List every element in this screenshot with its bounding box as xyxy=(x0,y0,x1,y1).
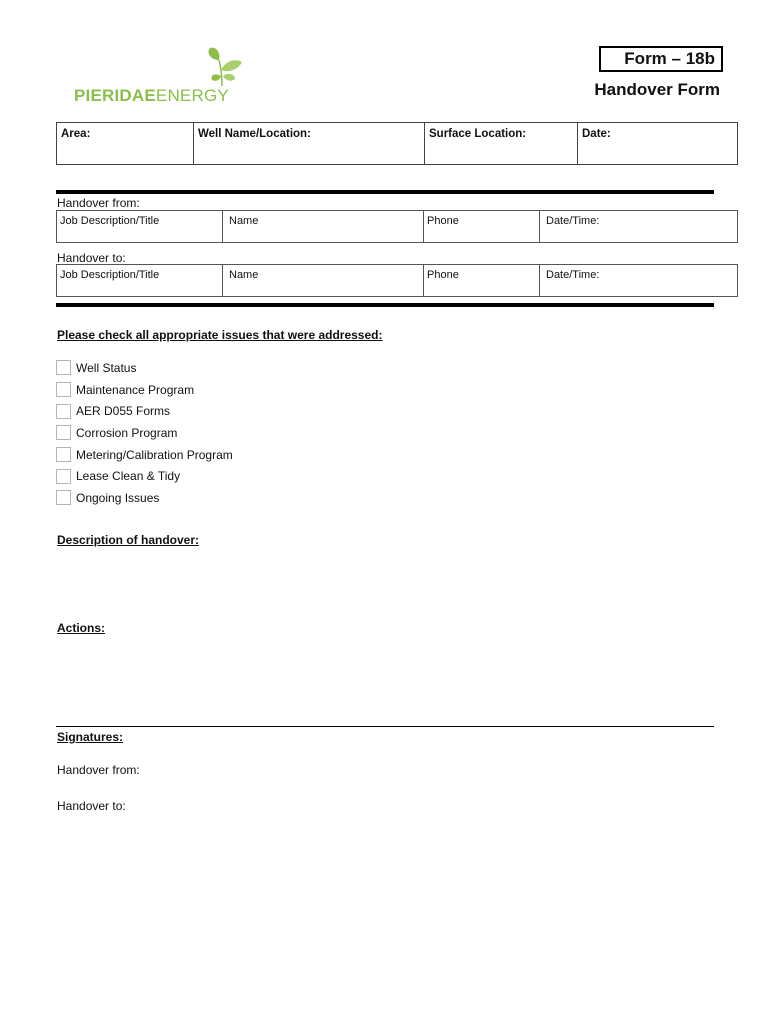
info-table xyxy=(56,122,738,165)
area-field[interactable] xyxy=(57,123,194,164)
issue-item xyxy=(56,400,233,422)
company-logo xyxy=(72,46,252,106)
issue-label: Lease Clean & Tidy xyxy=(76,469,181,484)
signatures-heading: Signatures: xyxy=(57,730,124,744)
handover-from-table xyxy=(56,210,738,243)
from-phone-label: Phone xyxy=(427,215,459,227)
handover-from-label: Handover from: xyxy=(57,196,140,210)
to-phone-field[interactable] xyxy=(424,265,540,296)
handover-to-table xyxy=(56,264,738,297)
issue-label: Metering/Calibration Program xyxy=(76,447,233,462)
to-datetime-field[interactable] xyxy=(540,265,737,296)
divider-bottom xyxy=(56,726,714,727)
date-label: Date: xyxy=(582,128,611,140)
divider-top xyxy=(56,190,714,194)
surface-location-label: Surface Location: xyxy=(429,128,527,140)
issue-label: Well Status xyxy=(76,360,137,375)
from-phone-field[interactable] xyxy=(424,211,540,242)
brand-wordmark xyxy=(74,86,229,106)
checkbox-maintenance-program[interactable] xyxy=(56,382,71,397)
handover-to-label: Handover to: xyxy=(57,251,126,265)
issue-item xyxy=(56,487,233,509)
to-datetime-label: Date/Time: xyxy=(546,269,600,281)
signature-from-label: Handover from: xyxy=(57,763,140,777)
checkbox-lease-clean-tidy[interactable] xyxy=(56,469,71,484)
checkbox-well-status[interactable] xyxy=(56,360,71,375)
well-name-label: Well Name/Location: xyxy=(198,128,311,140)
issue-item xyxy=(56,422,233,444)
issue-item xyxy=(56,379,233,401)
butterfly-leaf-icon xyxy=(202,46,244,88)
issue-item xyxy=(56,357,233,379)
issues-checklist xyxy=(56,357,233,509)
form-title: Handover Form xyxy=(594,80,720,99)
issue-label: AER D055 Forms xyxy=(76,404,171,419)
checkbox-corrosion-program[interactable] xyxy=(56,425,71,440)
issue-label: Corrosion Program xyxy=(76,425,178,440)
from-job-title-label: Job Description/Title xyxy=(60,215,160,227)
actions-input-area[interactable] xyxy=(56,638,714,722)
issue-label: Maintenance Program xyxy=(76,382,195,397)
brand-name-light: ENERGY xyxy=(155,86,229,105)
description-heading: Description of handover: xyxy=(57,533,200,547)
to-job-title-field[interactable] xyxy=(57,265,223,296)
to-job-title-label: Job Description/Title xyxy=(60,269,160,281)
form-number-badge: Form – 18b xyxy=(599,46,723,72)
issue-label: Ongoing Issues xyxy=(76,490,160,505)
from-name-field[interactable] xyxy=(223,211,424,242)
area-label: Area: xyxy=(61,128,91,140)
signature-from-field[interactable] xyxy=(150,760,710,780)
divider-middle xyxy=(56,303,714,307)
issue-item xyxy=(56,444,233,466)
from-datetime-field[interactable] xyxy=(540,211,737,242)
date-field[interactable] xyxy=(578,123,737,164)
from-name-label: Name xyxy=(229,215,259,227)
from-datetime-label: Date/Time: xyxy=(546,215,600,227)
to-phone-label: Phone xyxy=(427,269,459,281)
well-name-field[interactable] xyxy=(194,123,425,164)
issues-heading: Please check all appropriate issues that were addressed: xyxy=(57,328,383,342)
surface-location-field[interactable] xyxy=(425,123,578,164)
signature-to-field[interactable] xyxy=(150,796,710,816)
to-name-field[interactable] xyxy=(223,265,424,296)
to-name-label: Name xyxy=(229,269,259,281)
checkbox-ongoing-issues[interactable] xyxy=(56,490,71,505)
checkbox-metering-calibration[interactable] xyxy=(56,447,71,462)
actions-heading: Actions: xyxy=(57,621,105,635)
issue-item xyxy=(56,465,233,487)
checkbox-aer-d055-forms[interactable] xyxy=(56,404,71,419)
description-input-area[interactable] xyxy=(56,550,714,616)
brand-name-bold: PIERIDAE xyxy=(74,86,156,105)
from-job-title-field[interactable] xyxy=(57,211,223,242)
signature-to-label: Handover to: xyxy=(57,799,126,813)
